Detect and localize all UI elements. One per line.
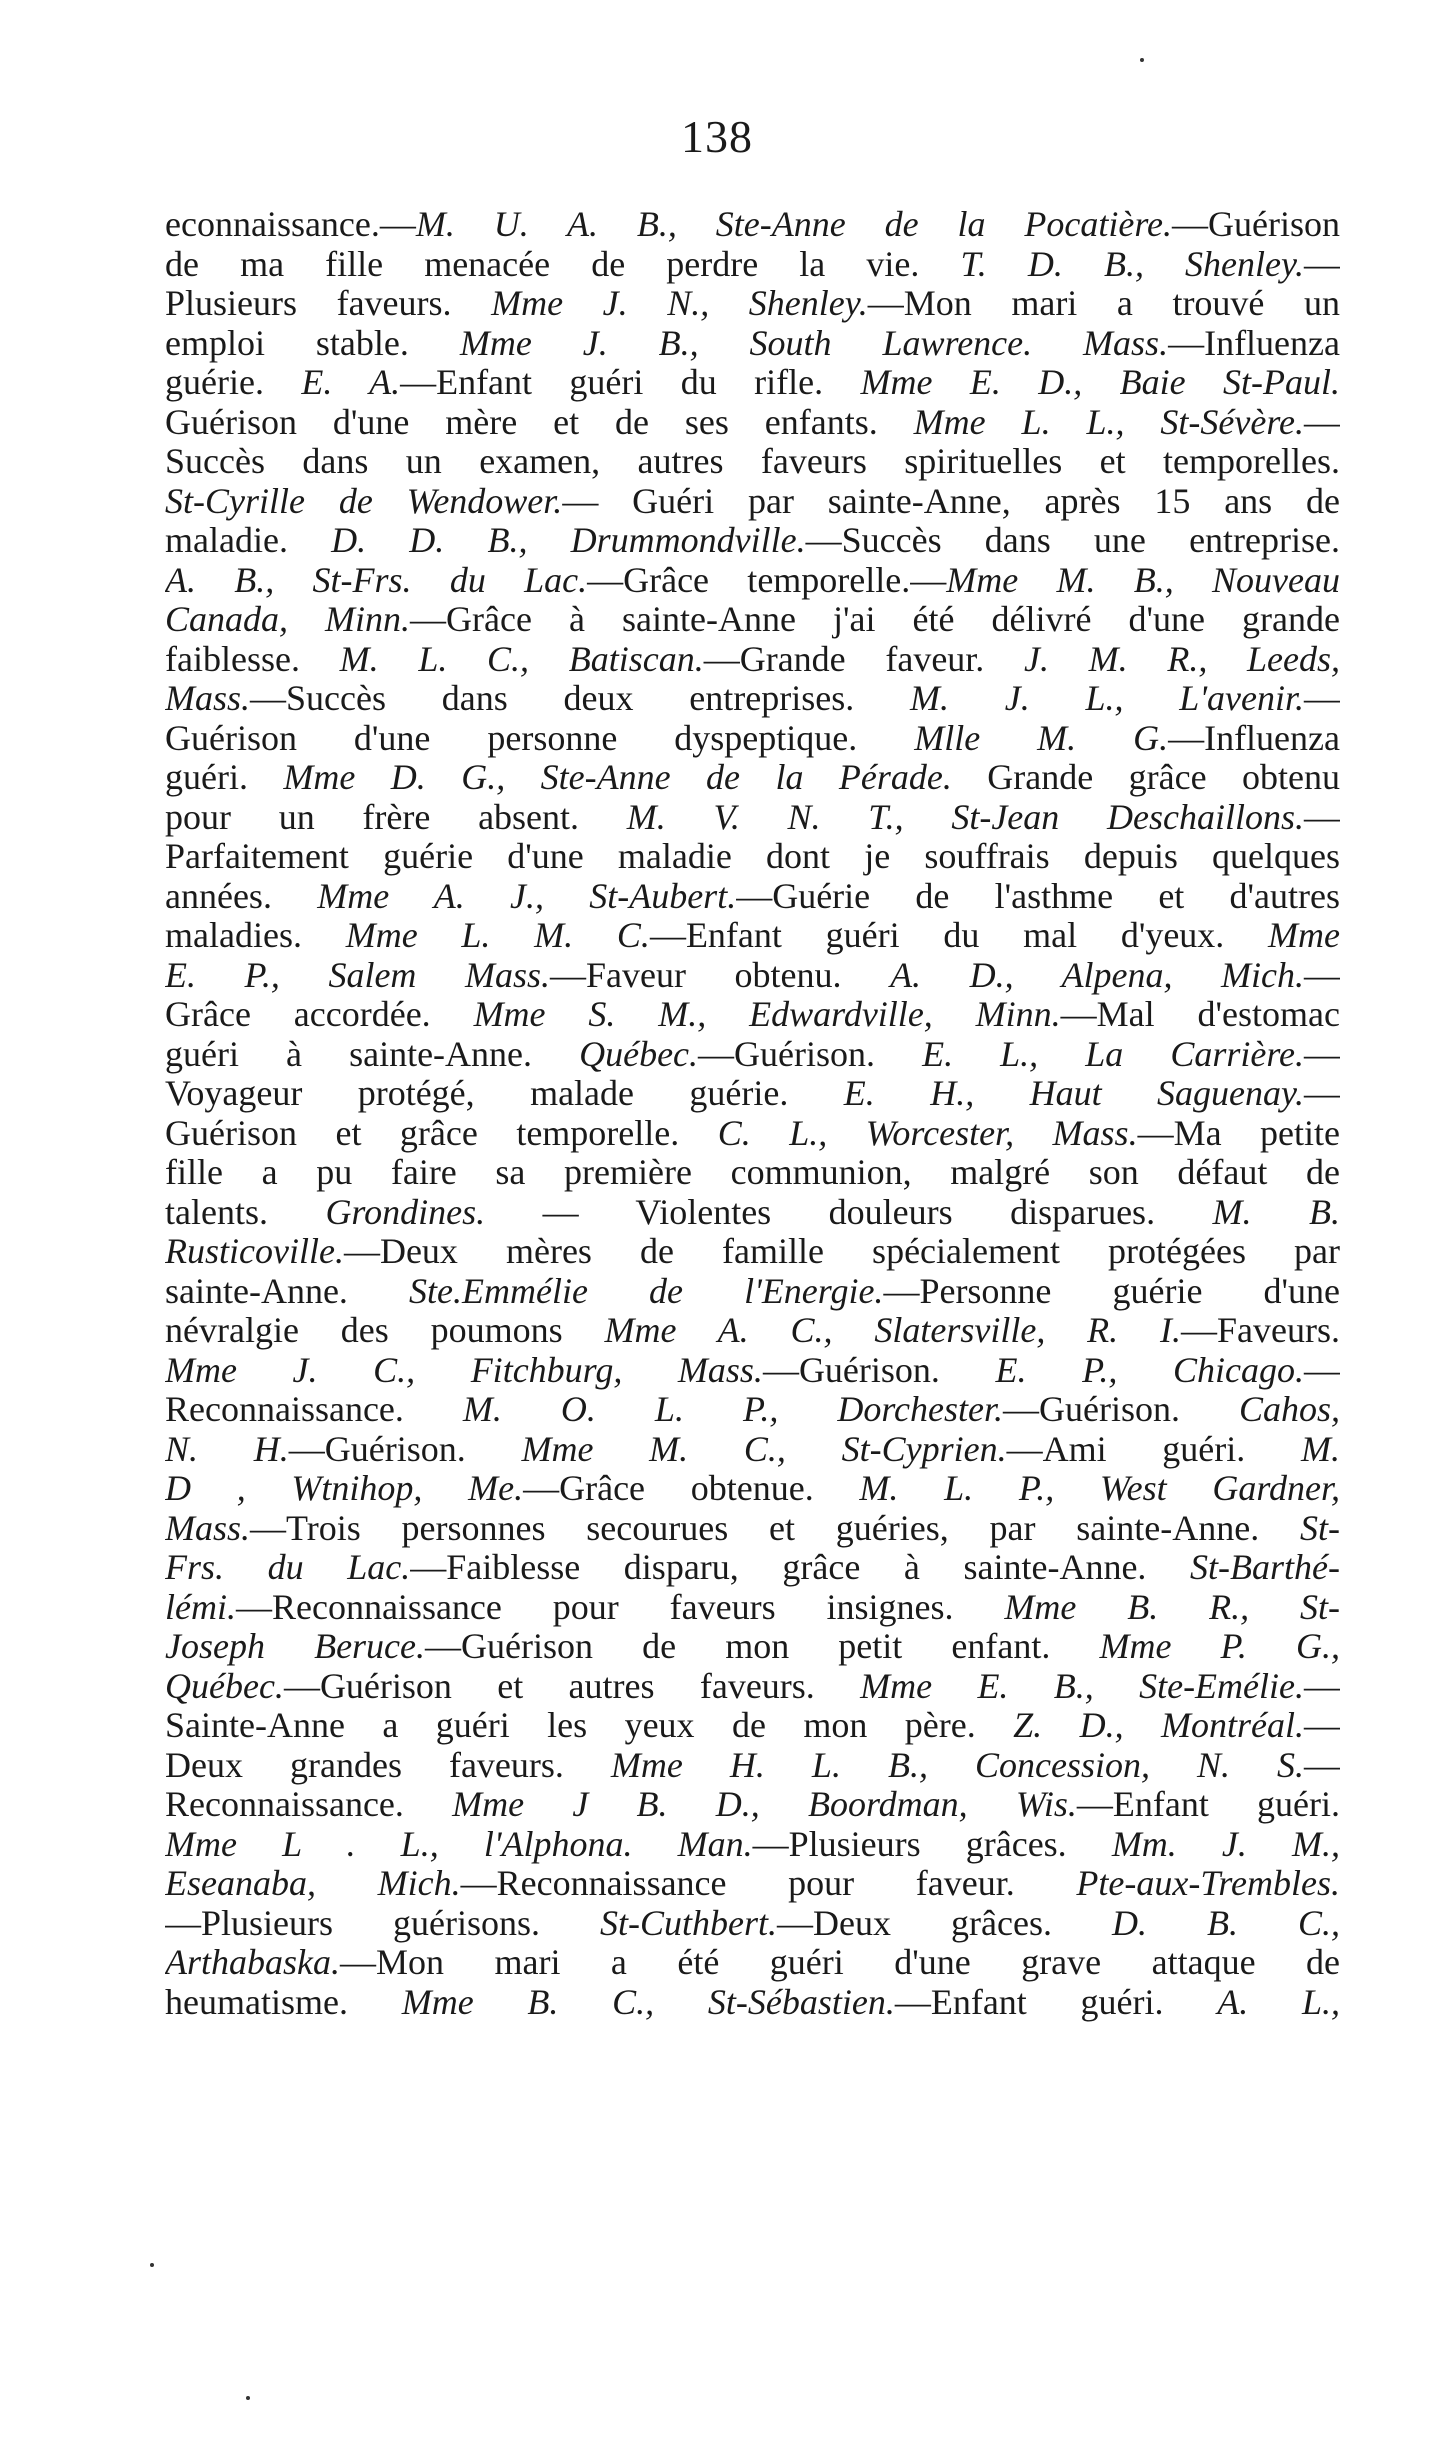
text-run: — <box>1304 1706 1340 1745</box>
text-run: Parfaitement guérie d'une maladie dont je souffrais depuis quelques <box>165 837 1340 876</box>
italic-reference: D , Wtnihop, Me. <box>165 1469 524 1508</box>
italic-reference: Mme P. G., <box>1099 1627 1340 1666</box>
text-run: —Reconnaissance pour faveur. <box>460 1864 1077 1903</box>
text-line <box>165 600 1340 640</box>
italic-reference: M. L. P., West Gardner, <box>859 1469 1340 1508</box>
text-run: —Plusieurs guérisons. <box>165 1903 601 1943</box>
text-run: —Succès dans deux entreprises. <box>250 679 910 718</box>
text-run: emploi stable. <box>165 323 460 363</box>
body-text <box>165 205 1340 2022</box>
italic-reference: Mlle M. G. <box>914 718 1169 758</box>
italic-reference: Canada, Minn. <box>165 600 411 639</box>
italic-reference: Mme J. C., Fitchburg, Mass. <box>165 1350 763 1390</box>
text-line <box>165 245 1340 285</box>
italic-reference: Mm. J. M., <box>1111 1824 1340 1864</box>
text-line <box>165 1667 1340 1707</box>
text-line <box>165 403 1340 443</box>
text-run: —Guérison. <box>762 1350 996 1390</box>
italic-reference: M. L. C., Batiscan. <box>339 639 704 679</box>
text-run: —Influenza <box>1168 718 1340 758</box>
text-run: —Mon mari a trouvé un <box>867 284 1340 323</box>
text-run: névralgie des poumons <box>165 1311 605 1350</box>
text-run: — <box>1304 402 1340 442</box>
italic-reference: Mme L. M. C. <box>345 916 650 955</box>
italic-reference: A. L., <box>1217 1982 1340 2022</box>
text-line <box>165 442 1340 482</box>
text-line <box>165 1864 1340 1904</box>
text-run: —Plusieurs grâces. <box>752 1824 1112 1864</box>
text-run: Plusieurs faveurs. <box>165 284 492 323</box>
italic-reference: M. B. <box>1212 1192 1340 1232</box>
print-speck <box>150 2263 154 2267</box>
italic-reference: Pte-aux-Trembles. <box>1076 1864 1340 1903</box>
italic-reference: M. <box>1301 1429 1340 1469</box>
text-line <box>165 837 1340 877</box>
text-line <box>165 205 1340 245</box>
italic-reference: Mme L. L., St-Sévère. <box>913 402 1304 442</box>
italic-reference: Mass. <box>165 679 251 718</box>
text-line <box>165 1509 1340 1549</box>
italic-reference: Mme J. N., Shenley. <box>491 284 868 323</box>
italic-reference: E. L., La Carrière. <box>922 1034 1304 1074</box>
text-line <box>165 363 1340 403</box>
print-speck <box>1140 58 1144 62</box>
text-line <box>165 1706 1340 1746</box>
italic-reference: Mme M. C., St-Cyprien. <box>521 1429 1007 1469</box>
italic-reference: Arthabaska. <box>165 1943 340 1982</box>
text-run: —Guérie de l'asthme et d'autres <box>736 876 1340 916</box>
italic-reference: Québec. <box>165 1666 284 1706</box>
text-run: — <box>1304 1666 1340 1706</box>
text-run: —Ma petite <box>1137 1113 1340 1153</box>
text-run: —Grâce à sainte-Anne j'ai été délivré d'une grande <box>410 600 1340 639</box>
text-line <box>165 1035 1340 1075</box>
text-run: —Mon mari a été guéri d'une grave attaque de <box>340 1943 1340 1982</box>
italic-reference: N. H. <box>165 1429 289 1469</box>
text-line <box>165 1943 1340 1983</box>
text-line <box>165 956 1340 996</box>
text-line <box>165 1232 1340 1272</box>
italic-reference: D. D. B., Drummondville. <box>331 521 806 560</box>
text-run: —Grâce obtenue. <box>523 1469 860 1508</box>
italic-reference: Mme J. B., South Lawrence. Mass. <box>459 323 1169 363</box>
italic-reference: A. B., St-Frs. du Lac. <box>165 560 588 600</box>
text-line <box>165 1627 1340 1667</box>
text-line <box>165 1588 1340 1628</box>
text-line <box>165 1351 1340 1391</box>
text-run: —Grande faveur. <box>703 639 1024 679</box>
text-run: maladie. <box>165 521 332 560</box>
text-run: Succès dans un examen, autres faveurs spirituelles et temporelles. <box>165 442 1340 481</box>
italic-reference: Frs. du Lac. <box>165 1548 411 1587</box>
text-run: —Enfant guéri. <box>894 1982 1218 2022</box>
italic-reference: St- <box>1300 1508 1340 1548</box>
text-line <box>165 1430 1340 1470</box>
text-line <box>165 1785 1340 1825</box>
text-run: talents. <box>165 1192 326 1232</box>
italic-reference: Mme B. C., St-Sébastien. <box>401 1982 895 2022</box>
text-run: — <box>1304 955 1340 995</box>
text-run: —Guérison. <box>288 1429 522 1469</box>
italic-reference: Mme A. J., St-Aubert. <box>317 876 737 916</box>
text-run: —Succès dans une entreprise. <box>805 521 1340 560</box>
italic-reference: Rusticoville. <box>165 1232 344 1271</box>
italic-reference: Mme E. D., Baie St-Paul. <box>860 363 1340 402</box>
text-run: fille a pu faire sa première communion, malgré son défaut de <box>165 1153 1340 1192</box>
text-run: —Guérison. <box>1002 1390 1239 1429</box>
text-run: années. <box>165 876 318 916</box>
text-line <box>165 1825 1340 1865</box>
text-run: —Guérison <box>1172 205 1340 244</box>
text-run: —Faveurs. <box>1181 1311 1340 1350</box>
text-run: —Enfant guéri du rifle. <box>400 363 861 402</box>
text-run: — <box>1304 1745 1340 1785</box>
text-line <box>165 1153 1340 1193</box>
text-run: Deux grandes faveurs. <box>165 1745 611 1785</box>
text-run: — Guéri par sainte-Anne, après 15 ans de <box>562 481 1340 521</box>
text-line <box>165 640 1340 680</box>
text-line <box>165 1390 1340 1430</box>
italic-reference: E. P., Salem Mass. <box>165 955 550 995</box>
italic-reference: T. D. B., Shenley. <box>960 244 1304 284</box>
italic-reference: E. A. <box>301 363 401 402</box>
text-run: —Ami guéri. <box>1006 1429 1301 1469</box>
text-run: Grâce accordée. <box>165 995 474 1034</box>
italic-reference: Mme H. L. B., Concession, N. S. <box>610 1745 1304 1785</box>
text-line <box>165 758 1340 798</box>
page-number: 138 <box>681 111 753 162</box>
text-line <box>165 679 1340 719</box>
text-run: — <box>1304 244 1340 284</box>
text-run: — <box>1303 1034 1340 1074</box>
italic-reference: Mme E. B., Ste-Emélie. <box>860 1666 1305 1706</box>
text-run: Grande grâce obtenu <box>951 758 1340 797</box>
italic-reference: A. D., Alpena, Mich. <box>890 955 1305 995</box>
text-line <box>165 1114 1340 1154</box>
text-line <box>165 1983 1340 2023</box>
text-run: —Trois personnes secourues et guéries, par sainte-Anne. <box>250 1508 1300 1548</box>
text-run: pour un frère absent. <box>165 797 627 837</box>
text-run: —Enfant guéri. <box>1076 1785 1340 1824</box>
italic-reference: J. M. R., Leeds, <box>1023 639 1340 679</box>
italic-reference: Mme B. R., St- <box>1004 1587 1340 1627</box>
italic-reference: Mme S. M., Edwardville, Minn. <box>473 995 1061 1034</box>
italic-reference: Québec. <box>579 1034 699 1074</box>
text-run: Reconnaissance. <box>165 1390 463 1429</box>
text-line <box>165 284 1340 324</box>
text-run: —Deux grâces. <box>777 1903 1112 1943</box>
text-line <box>165 1074 1340 1114</box>
text-line <box>165 1469 1340 1509</box>
text-line <box>165 521 1340 561</box>
text-run: —Guérison de mon petit enfant. <box>425 1627 1100 1666</box>
text-line <box>165 1311 1340 1351</box>
italic-reference: Ste.Emmélie de l'Energie. <box>409 1271 884 1311</box>
text-run: Guérison d'une personne dyspeptique. <box>165 718 915 758</box>
italic-reference: Mme A. C., Slatersville, R. I. <box>604 1311 1182 1350</box>
text-run: Guérison et grâce temporelle. <box>165 1113 718 1153</box>
text-run: Reconnaissance. <box>165 1785 453 1824</box>
text-run: Voyageur protégé, malade guérie. <box>165 1074 844 1113</box>
italic-reference: M. U. A. B., Ste-Anne de la Pocatière. <box>415 205 1173 244</box>
italic-reference: Cahos, <box>1238 1390 1340 1429</box>
text-run: —Influenza <box>1168 323 1340 363</box>
text-line <box>165 482 1340 522</box>
text-line <box>165 877 1340 917</box>
text-run: —Faveur obtenu. <box>550 955 891 995</box>
text-line <box>165 1746 1340 1786</box>
text-line <box>165 324 1340 364</box>
text-run: guéri à sainte-Anne. <box>165 1034 580 1074</box>
text-run: de ma fille menacée de perdre la vie. <box>165 244 961 284</box>
text-line <box>165 719 1340 759</box>
text-run: — <box>1304 679 1340 718</box>
italic-reference: St-Barthé- <box>1190 1548 1340 1587</box>
text-line <box>165 1548 1340 1588</box>
text-run: heumatisme. <box>165 1982 402 2022</box>
italic-reference: Mme J B. D., Boordman, Wis. <box>452 1785 1077 1824</box>
text-run: —Enfant guéri du mal d'yeux. <box>649 916 1269 955</box>
text-run: guérie. <box>165 363 302 402</box>
text-run: faiblesse. <box>165 639 340 679</box>
italic-reference: Z. D., Montréal. <box>1013 1706 1304 1745</box>
text-line <box>165 916 1340 956</box>
text-run: guéri. <box>165 758 284 797</box>
text-run: sainte-Anne. <box>165 1271 410 1311</box>
text-line <box>165 561 1340 601</box>
text-run: econnaissance.— <box>165 205 416 244</box>
print-speck <box>246 2396 250 2400</box>
text-run: —Grâce temporelle.— <box>587 560 947 600</box>
text-run: — <box>1304 797 1340 837</box>
text-run: Sainte-Anne a guéri les yeux de mon père. <box>165 1706 1014 1745</box>
text-run: —Mal d'estomac <box>1060 995 1340 1034</box>
text-line <box>165 1272 1340 1312</box>
italic-reference: St-Cyrille de Wendower. <box>165 481 563 521</box>
text-run: maladies. <box>165 916 346 955</box>
text-run: — <box>1304 1074 1340 1113</box>
italic-reference: Mme M. B., Nouveau <box>946 560 1340 600</box>
italic-reference: Mme D. G., Ste-Anne de la Pérade. <box>283 758 952 797</box>
italic-reference: Grondines. <box>325 1192 486 1232</box>
italic-reference: St-Cuthbert. <box>600 1903 778 1943</box>
text-line <box>165 995 1340 1035</box>
text-run: —Reconnaissance pour faveurs insignes. <box>235 1587 1005 1627</box>
text-line <box>165 1904 1340 1944</box>
italic-reference: E. H., Haut Saguenay. <box>843 1074 1304 1113</box>
italic-reference: lémi. <box>165 1587 236 1627</box>
italic-reference: M. J. L., L'avenir. <box>909 679 1304 718</box>
text-line <box>165 1193 1340 1233</box>
italic-reference: M. V. N. T., St-Jean Deschaillons. <box>626 797 1304 837</box>
italic-reference: Mme L . L., l'Alphona. Man. <box>165 1824 753 1864</box>
italic-reference: C. L., Worcester, Mass. <box>717 1113 1138 1153</box>
italic-reference: Eseanaba, Mich. <box>165 1864 461 1903</box>
text-run: — <box>1304 1350 1340 1390</box>
text-run: —Personne guérie d'une <box>883 1271 1340 1311</box>
italic-reference: D. B. C., <box>1111 1903 1340 1943</box>
italic-reference: M. O. L. P., Dorchester. <box>462 1390 1003 1429</box>
text-run: —Guérison et autres faveurs. <box>283 1666 861 1706</box>
italic-reference: E. P., Chicago. <box>995 1350 1304 1390</box>
text-line <box>165 798 1340 838</box>
text-run: —Guérison. <box>698 1034 923 1074</box>
italic-reference: Mme <box>1268 916 1340 955</box>
text-run: — Violentes douleurs disparues. <box>485 1192 1213 1232</box>
italic-reference: Mass. <box>165 1508 251 1548</box>
text-run: Guérison d'une mère et de ses enfants. <box>165 402 914 442</box>
text-run: —Deux mères de famille spécialement protégées par <box>343 1232 1340 1271</box>
italic-reference: Joseph Beruce. <box>165 1627 426 1666</box>
text-run: —Faiblesse disparu, grâce à sainte-Anne. <box>410 1548 1191 1587</box>
